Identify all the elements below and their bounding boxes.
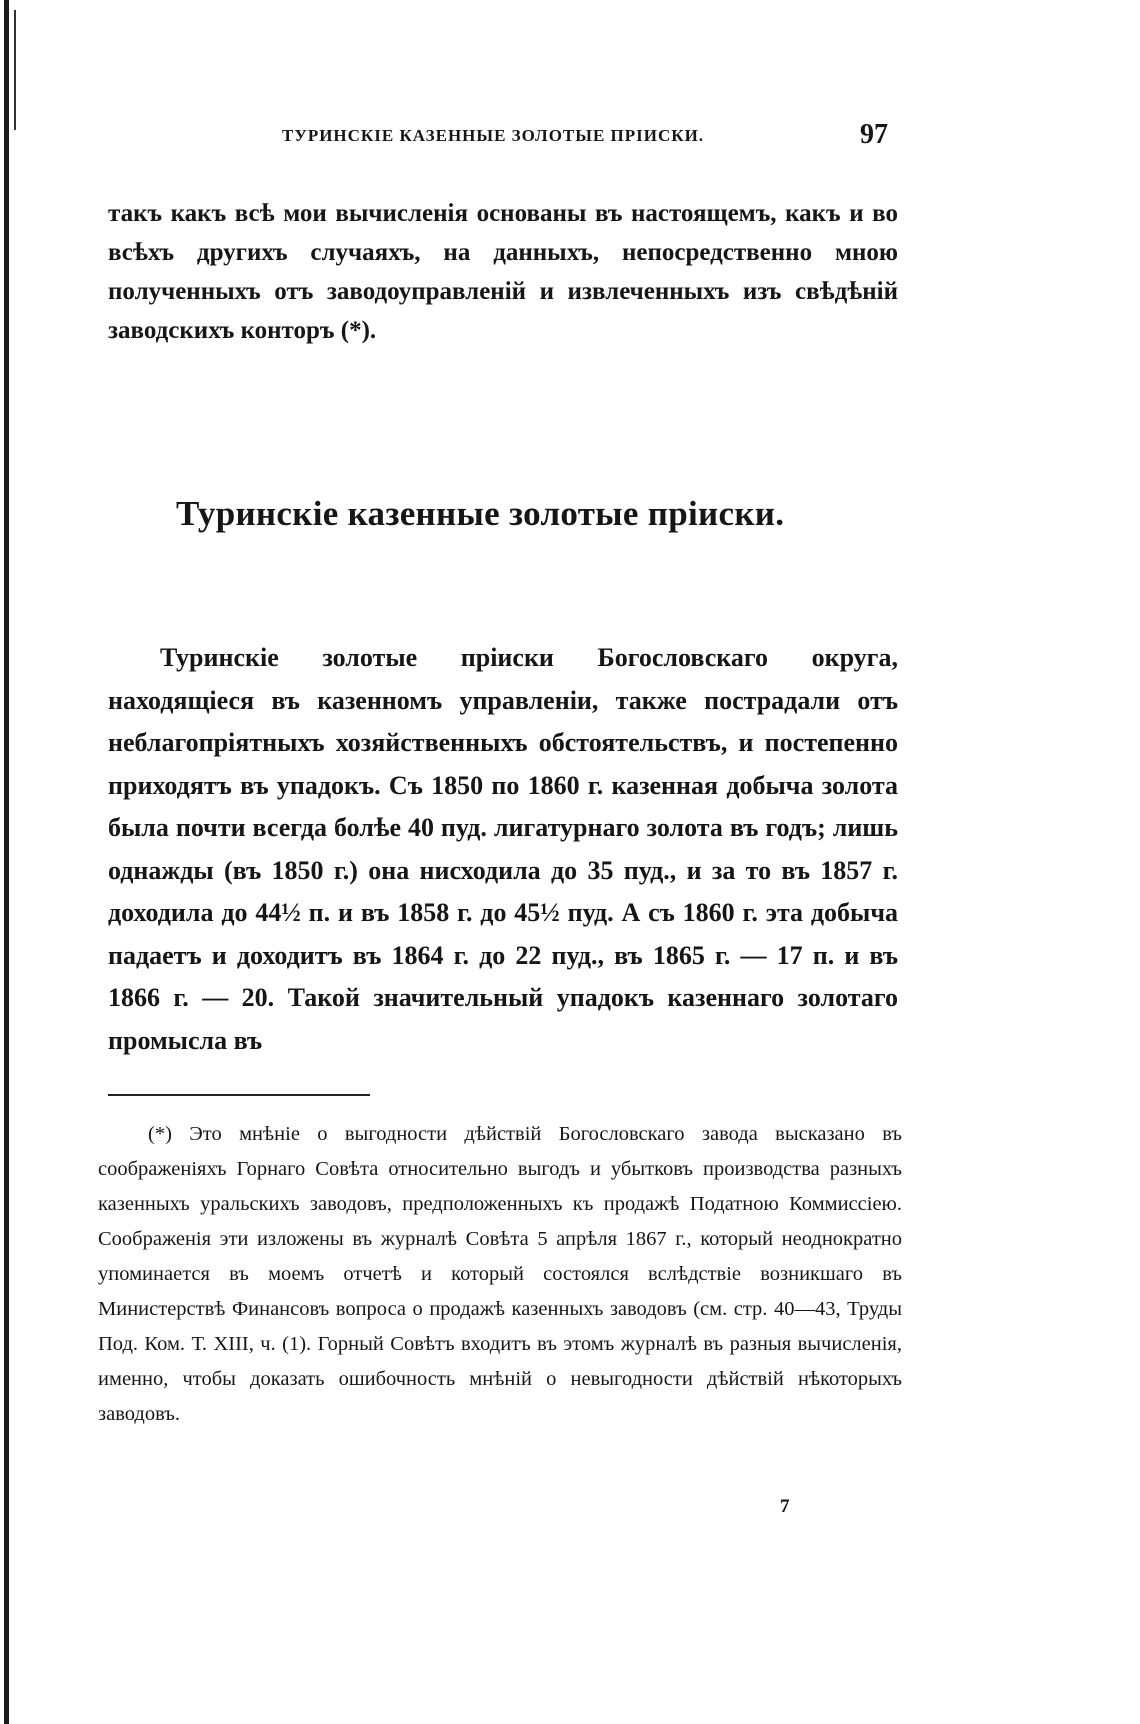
intro-paragraph: такъ какъ всѣ мои вычисленія основаны въ настоящемъ, какъ и во всѣхъ другихъ случаяхъ, на данныхъ, непосредственно мною полученныхъ отъ заводоуправленій и извлеченныхъ изъ свѣдѣній заводскихъ конторъ (*). [108, 200, 898, 344]
signature-mark: 7 [780, 1496, 790, 1517]
footnote: (*) Это мнѣніе о выгодности дѣйствій Богословскаго завода высказано въ соображеніяхъ Горнаго Совѣта относительно выгодъ и убытковъ производства разныхъ казенныхъ уральскихъ заводовъ, предположенныхъ къ продажѣ Податною Коммиссіею. Соображенія эти изложены въ журналѣ Совѣта 5 апрѣля 1867 г., который неоднократно упоминается въ моемъ отчетѣ и который состоялся вслѣдствіе возникшаго въ Министерствѣ Финансовъ вопроса о продажѣ казенныхъ заводовъ (см. стр. 40—43, Труды Под. Ком. Т. XIII, ч. (1). Горный Совѣтъ входитъ въ этомъ журналѣ въ разныя вычисленія, именно, чтобы доказать ошибочность мнѣній о невыгодности дѣйствій нѣкоторыхъ заводовъ. [98, 1123, 902, 1425]
footnote-rule [108, 1094, 370, 1096]
main-paragraph: Туринскіе золотые пріиски Богословскаго округа, находящіеся въ казенномъ управленіи, также пострадали отъ неблагопріятныхъ хозяйственныхъ обстоятельствъ, и постепенно приходятъ въ упадокъ. Съ 1850 по 1860 г. казенная добыча золота была почти всегда болѣе 40 пуд. лигатурнаго золота въ годъ; лишь однажды (въ 1850 г.) она нисходила до 35 пуд., и за то въ 1857 г. доходила до 44½ п. и въ 1858 г. до 45½ пуд. А съ 1860 г. эта добыча падаетъ и доходитъ въ 1864 г. до 22 пуд., въ 1865 г. — 17 п. и въ 1866 г. — 20. Такой значительный упадокъ казеннаго золотаго промысла въ [108, 643, 898, 1055]
section-title: Туринскіе казенные золотые пріиски. [176, 494, 785, 533]
running-head: ТУРИНСКІЕ КАЗЕННЫЕ ЗОЛОТЫЕ ПРІИСКИ. [282, 126, 705, 145]
page-number: 97 [860, 119, 888, 150]
